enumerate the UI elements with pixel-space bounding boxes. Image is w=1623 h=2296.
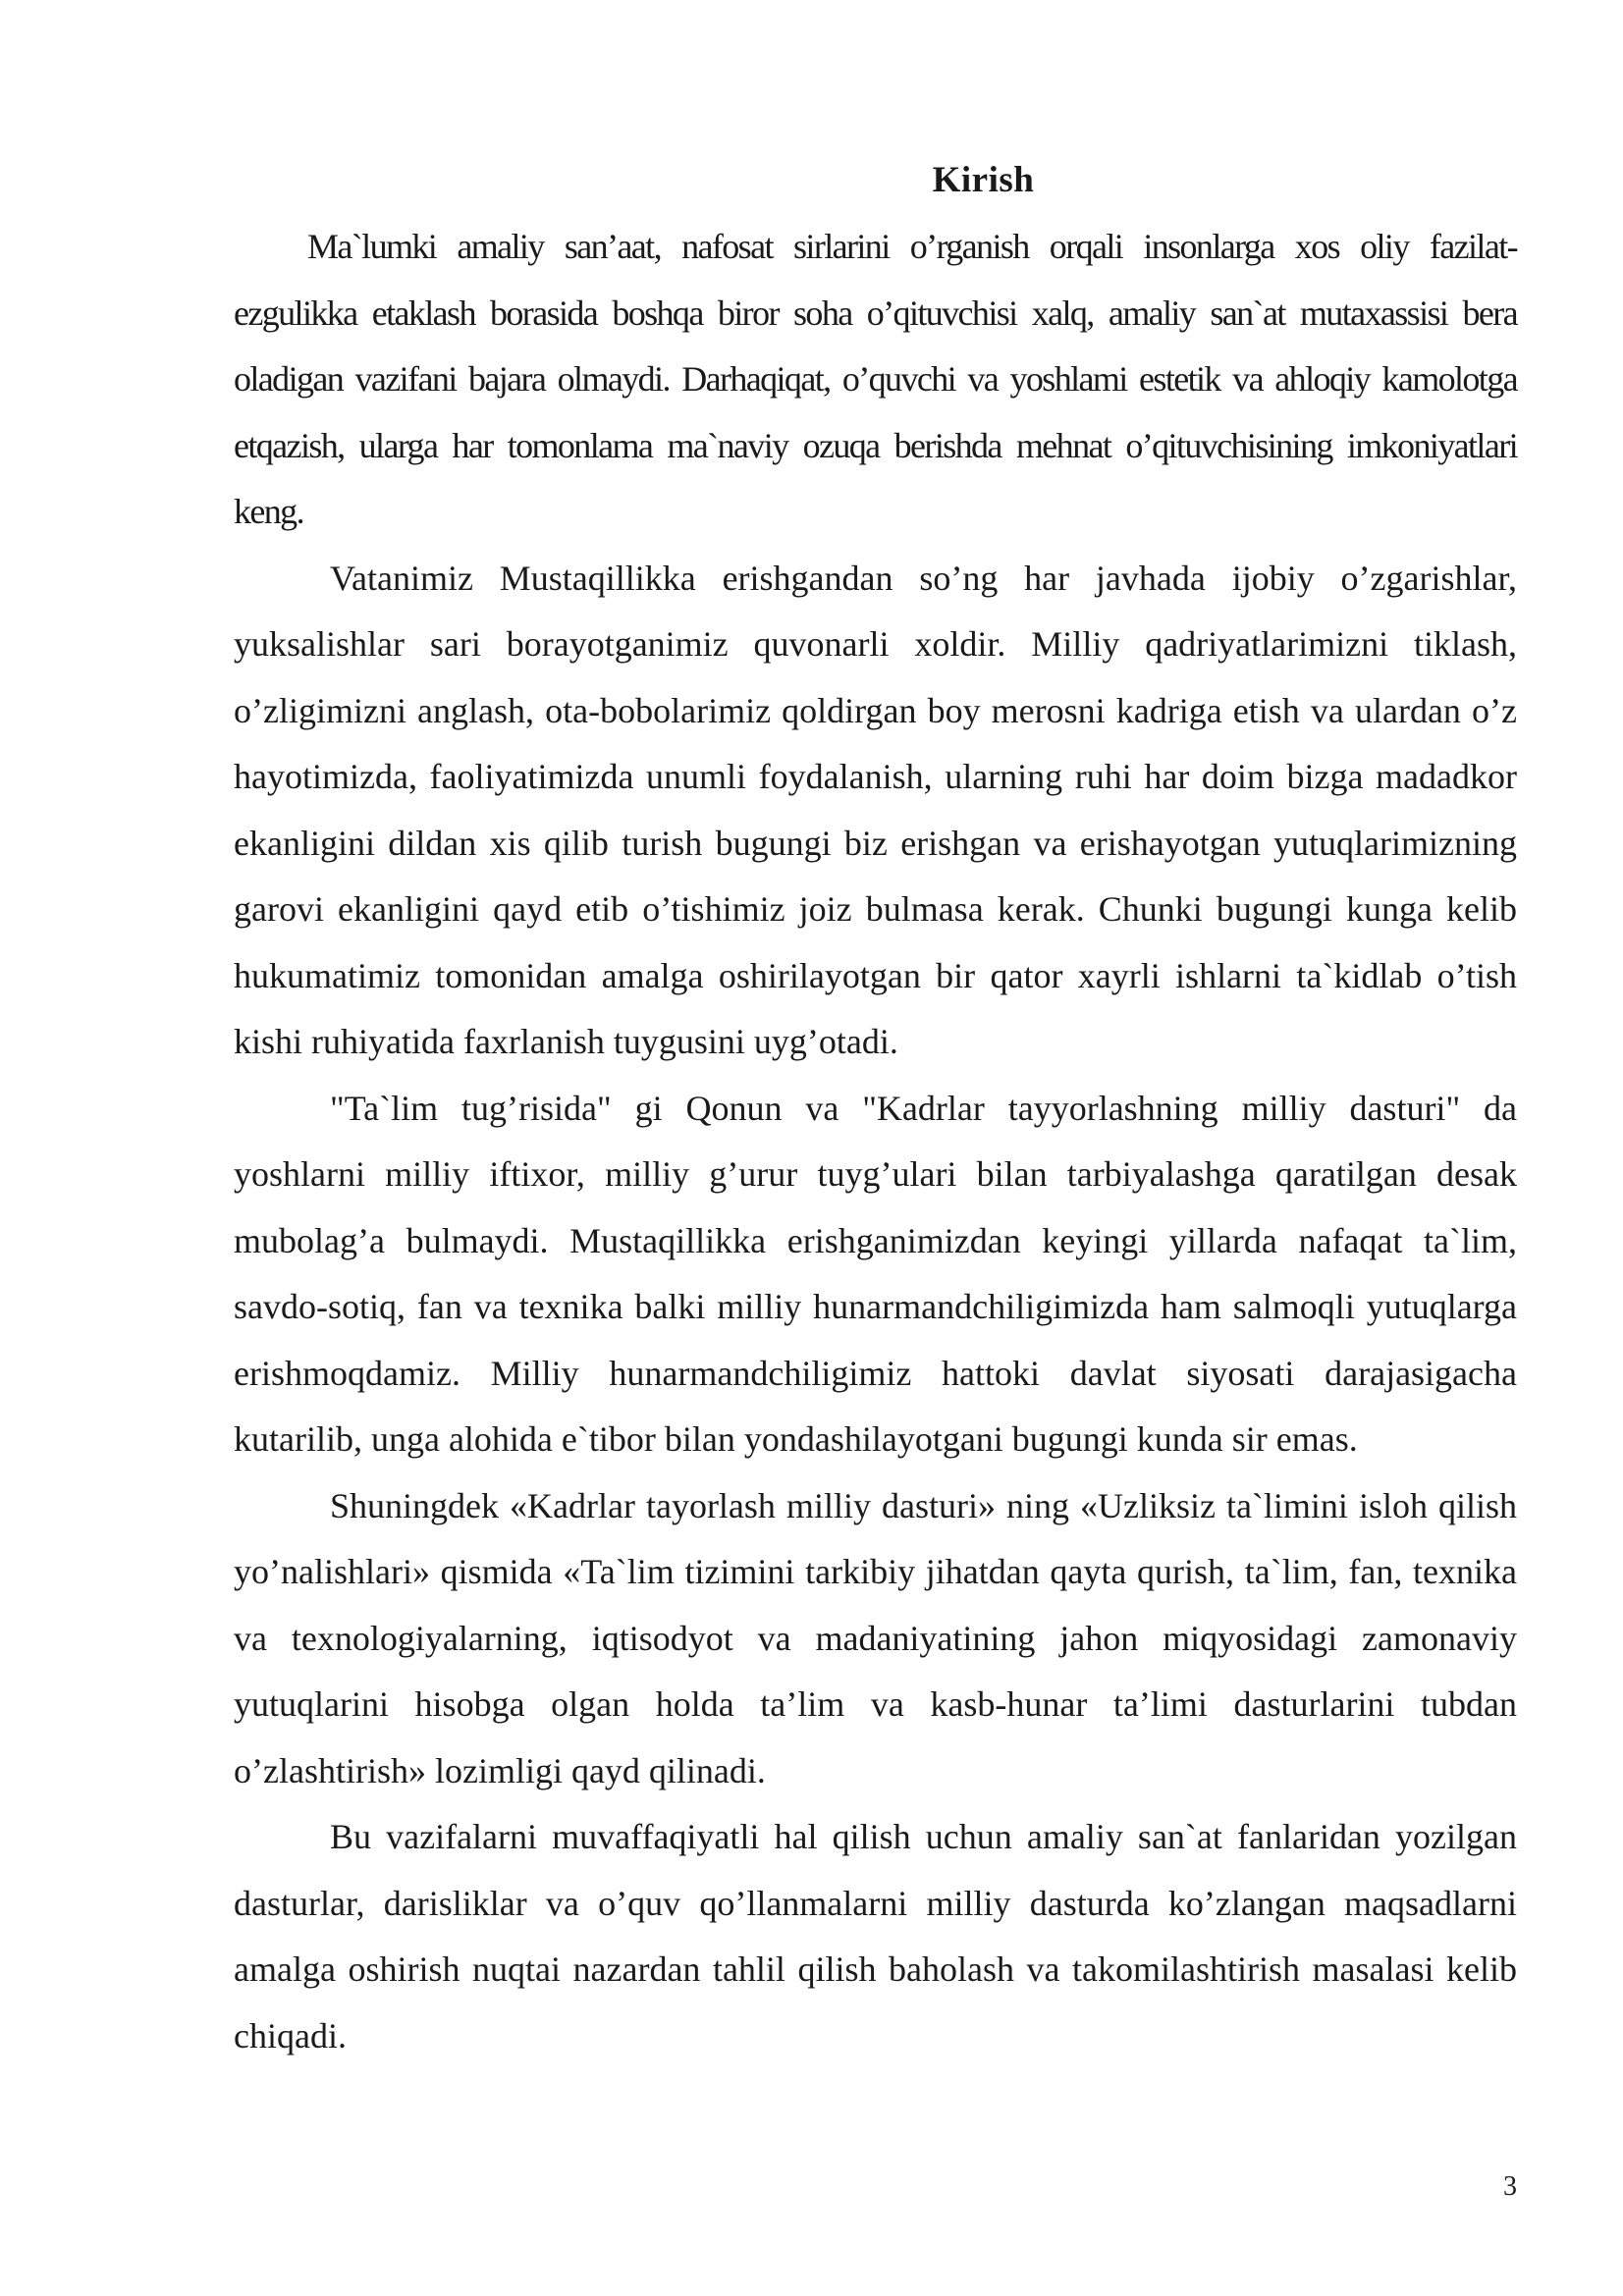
document-body	[234, 147, 1517, 2069]
paragraph-5: Bu vazifalarni muvaffaqiyatli hal qilish uchun amaliy san`at fanlaridan yozilgan dasturlar, darisliklar va o’quv qo’llanmalarni milliy dasturda ko’zlangan maqsadlarni amalga oshirish nuqtai nazardan tahlil qilish baholash va takomilashtirish masalasi kelib chiqadi.	[234, 1817, 1517, 2056]
page-number: 3	[1503, 2171, 1517, 2202]
paragraph-4: Shuningdek «Kadrlar tayorlash milliy dasturi» ning «Uzliksiz ta`limini isloh qilish yo’nalishlari» qismida «Ta`lim tizimini tarkibiy jihatdan qayta qurish, ta`lim, fan, texnika va texnologiyalarning, iqtisodyot va madaniyatining jahon miqyosidagi zamonaviy yutuqlarini hisobga olgan holda ta’lim va kasb-hunar ta’limi dasturlarini tubdan o’zlashtirish» lozimligi qayd qilinadi.	[234, 1485, 1517, 1790]
paragraph-2: Vatanimiz Mustaqillikka erishgandan so’ng har javhada ijobiy o’zgarishlar, yuksalishlar sari borayotganimiz quvonarli xoldir. Milliy qadriyatlarimizni tiklash, o’zligimizni anglash, ota-bobolarimiz qoldirgan boy merosni kadriga etish va ulardan o’z hayotimizda, faoliyatimizda unumli foydalanish, ularning ruhi har doim bizga madadkor ekanligini dildan xis qilib turish bugungi biz erishgan va erishayotgan yutuqlarimizning garovi ekanligini qayd etib o’tishimiz joiz bulmasa kerak. Chunki bugungi kunga kelib hukumatimiz tomonidan amalga oshirilayotgan bir qator xayrli ishlarni ta`kidlab o’tish kishi ruhiyatida faxrlanish tuygusini uyg’otadi.	[234, 558, 1517, 1061]
paragraph-3: "Ta`lim tug’risida" gi Qonun va "Kadrlar tayyorlashning milliy dasturi" da yoshlarni milliy iftixor, milliy g’urur tuyg’ulari bilan tarbiyalashga qaratilgan desak mubolag’a bulmaydi. Mustaqillikka erishganimizdan keyingi yillarda nafaqat ta`lim, savdo-sotiq, fan va texnika balki milliy hunarmandchiligimizda ham salmoqli yutuqlarga erishmoqdamiz. Milliy hunarmandchiligimiz hattoki davlat siyosati darajasigacha kutarilib, unga alohida e`tibor bilan yondashilayotgani bugungi kunda sir emas.	[234, 1088, 1517, 1459]
paragraph-1: Ma`lumki amaliy san’aat, nafosat sirlarini o’rganish orqali insonlarga xos oliy fazilat-ezgulikka etaklash borasida boshqa biror soha o’qituvchisi xalq, amaliy san`at mutaxassisi bera oladigan vazifani bajara olmaydi. Darhaqiqat, o’quvchi va yoshlami estetik va ahloqiy kamolotga etqazish, ularga har tomonlama ma`naviy ozuqa berishda mehnat o’qituvchisining imkoniyatlari keng.	[234, 227, 1517, 531]
document-title: Kirish	[932, 160, 1035, 200]
